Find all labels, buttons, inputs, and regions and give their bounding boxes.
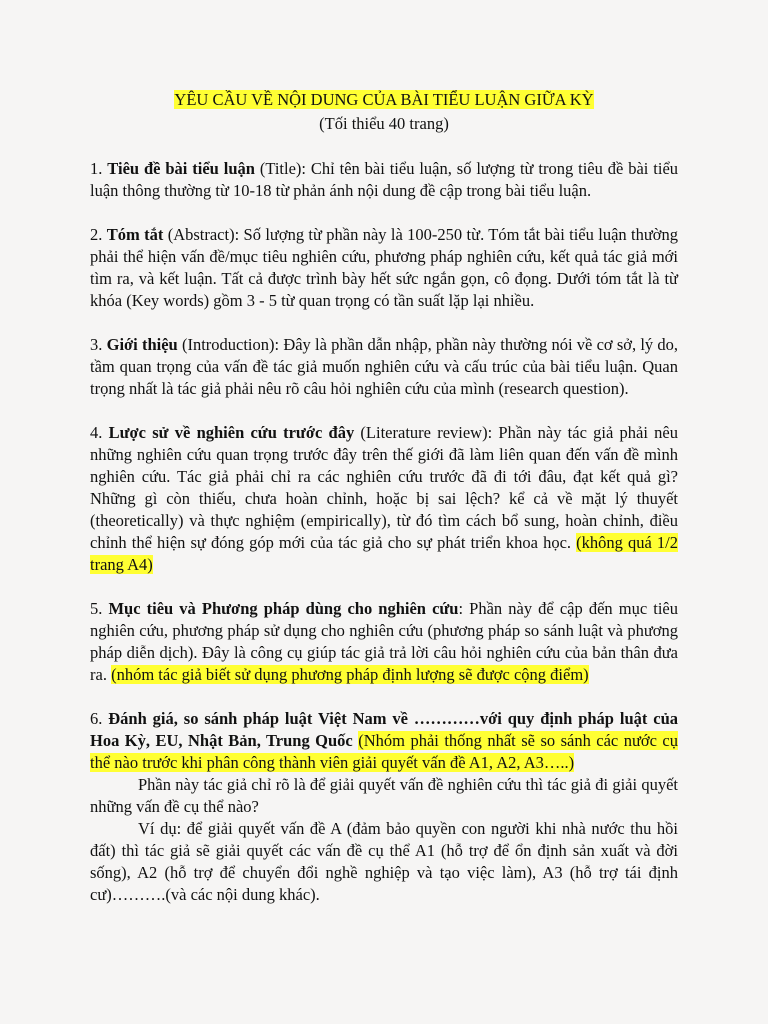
section-4-highlight: (không quá 1/2 trang A4) [90, 533, 678, 574]
section-4-body: (Literature review): Phần này tác giả phải nêu những nghiên cứu quan trọng trước đây trên thế giới đã làm liên quan đến vấn đề mình nghiên cứu. Tác giả phải chỉ ra các nghiên cứu trước đã đi tới đâu, đạt kết quả gì? Những gì còn thiếu, chưa hoàn chỉnh, hoặc bị sai lệch? kể cả về mặt lý thuyết (theoretically) và thực nghiệm (empirically), từ đó tìm cách bổ sung, hoàn chỉnh, điều chỉnh thể hiện sự đóng góp mới của tác giả cho sự phát triển khoa học. [90, 423, 678, 552]
document-subtitle: (Tối thiểu 40 trang) [319, 114, 449, 133]
section-5-number: 5. [90, 599, 109, 618]
section-6-paragraph-2: Ví dụ: để giải quyết vấn đề A (đảm bảo quyền con người khi nhà nước thu hồi đất) thì tác giả sẽ giải quyết các vấn đề cụ thể A1 (hỗ trợ để ổn định sản xuất và đời sống), A2 (hỗ trợ để chuyển đổi nghề nghiệp và tạo việc làm), A3 (hỗ trợ tái định cư)……….(và các nội dung khác). [90, 819, 678, 904]
section-4-number: 4. [90, 423, 109, 442]
section-1-heading: Tiêu đề bài tiểu luận [107, 159, 255, 178]
section-1 [90, 158, 678, 202]
document-title: YÊU CẦU VỀ NỘI DUNG CỦA BÀI TIỂU LUẬN GIỮA KỲ [174, 90, 594, 109]
section-6 [90, 708, 678, 774]
section-2-number: 2. [90, 225, 107, 244]
section-6-number: 6. [90, 709, 109, 728]
section-5-highlight: (nhóm tác giả biết sử dụng phương pháp định lượng sẽ được cộng điểm) [111, 665, 589, 684]
section-5-heading: Mục tiêu và Phương pháp dùng cho nghiên cứu [108, 599, 459, 618]
title-block [90, 88, 678, 136]
section-2-heading: Tóm tắt [106, 225, 164, 244]
section-3 [90, 334, 678, 400]
section-6-highlight: (Nhóm phải thống nhất sẽ so sánh các nước cụ thể nào trước khi phân công thành viên giải quyết vấn đề A1, A2, A3…..) [90, 731, 678, 772]
section-5 [90, 598, 678, 686]
section-6-paragraph-1: Phần này tác giả chỉ rõ là để giải quyết vấn đề nghiên cứu thì tác giả đi giải quyết những vấn đề cụ thể nào? [90, 775, 678, 816]
section-6-heading: Đánh giá, so sánh pháp luật Việt Nam về …………với quy định pháp luật của Hoa Kỳ, EU, Nhật Bản, Trung Quốc [90, 709, 678, 750]
section-1-body: (Title): Chỉ tên bài tiểu luận, số lượng từ trong tiêu đề bài tiểu luận thông thường từ 10-18 từ phản ánh nội dung đề cập trong bài tiểu luận. [90, 159, 679, 200]
section-4 [90, 422, 678, 576]
section-3-number: 3. [90, 335, 107, 354]
section-3-body: (Introduction): Đây là phần dẫn nhập, phần này thường nói về cơ sở, lý do, tầm quan trọng của vấn đề tác giả muốn nghiên cứu và cấu trúc của bài tiểu luận. Quan trọng nhất là tác giả phải nêu rõ câu hỏi nghiên cứu của mình (research question). [90, 335, 679, 398]
section-4-heading: Lược sử về nghiên cứu trước đây [108, 423, 355, 442]
section-2-body: (Abstract): Số lượng từ phần này là 100-250 từ. Tóm tắt bài tiểu luận thường phải thể hiện vấn đề/mục tiêu nghiên cứu, phương pháp nghiên cứu, kết quả tác giả mới tìm ra, và kết luận. Tất cả được trình bày hết sức ngắn gọn, cô đọng. Dưới tóm tắt là từ khóa (Key words) gồm 3 - 5 từ quan trọng có tần suất lặp lại nhiều. [90, 225, 679, 310]
section-2 [90, 224, 678, 312]
section-5-body: : Phần này để cập đến mục tiêu nghiên cứu, phương pháp sử dụng cho nghiên cứu (phương pháp so sánh luật và phương pháp diễn dịch). Đây là công cụ giúp tác giả trả lời câu hỏi nghiên cứu của bản thân đưa ra. [90, 599, 678, 684]
section-1-number: 1. [90, 159, 108, 178]
section-3-heading: Giới thiệu [106, 335, 178, 354]
